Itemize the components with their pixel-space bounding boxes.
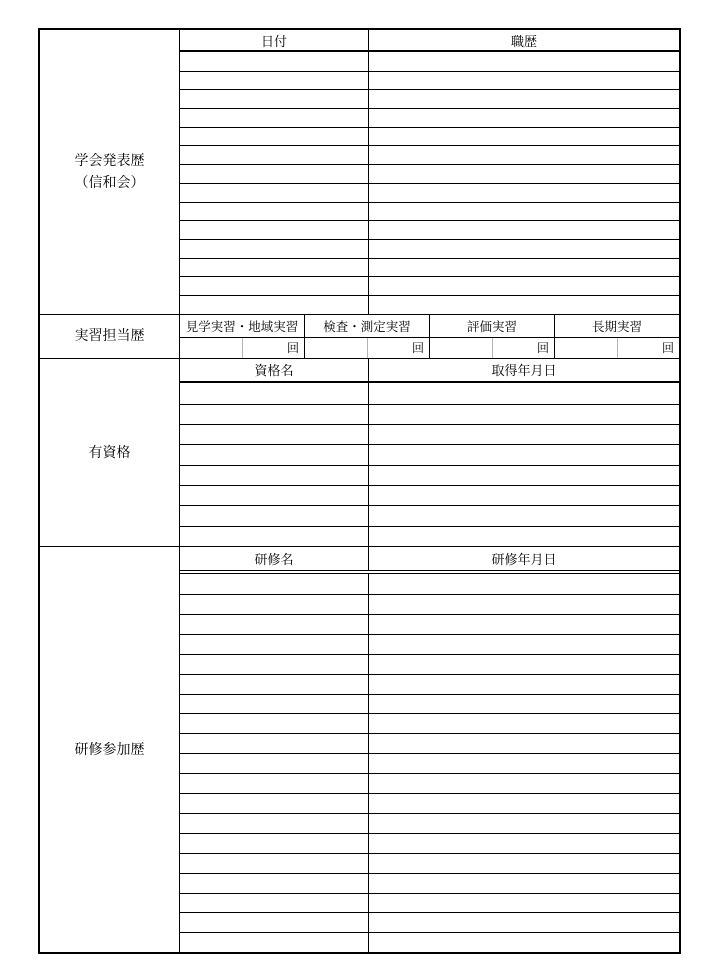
empty-cell [180, 734, 369, 753]
empty-cell [369, 615, 679, 634]
empty-row [180, 145, 679, 164]
empty-cell [180, 675, 369, 694]
empty-cell [369, 445, 679, 464]
empty-cell [180, 146, 369, 164]
empty-row [180, 404, 679, 424]
qualifications-header-row [180, 359, 679, 384]
empty-row [180, 753, 679, 773]
date-column-header: 日付 [180, 30, 369, 50]
conference-label-line1: 学会発表歴 [74, 152, 145, 169]
counter-cell-divider [617, 338, 618, 358]
qualifications-section-label [40, 359, 180, 547]
qualification-name-column-header: 資格名 [180, 359, 369, 382]
empty-row [180, 813, 679, 833]
empty-row [180, 295, 679, 314]
empty-cell [180, 184, 369, 202]
empty-cell [180, 894, 369, 913]
empty-cell [180, 754, 369, 773]
empty-cell [180, 695, 369, 714]
training-participation-header-row [180, 547, 679, 574]
empty-cell [180, 405, 369, 424]
empty-cell [180, 794, 369, 813]
empty-row [180, 276, 679, 295]
empty-row [180, 127, 679, 146]
empty-cell [369, 72, 679, 90]
empty-cell [180, 425, 369, 444]
evaluation-training-header: 評価実習 [429, 315, 554, 337]
empty-cell [180, 635, 369, 654]
empty-cell [369, 52, 679, 71]
empty-cell [369, 203, 679, 221]
empty-cell [180, 90, 369, 108]
empty-cell [180, 52, 369, 71]
empty-cell [180, 203, 369, 221]
training-supervision-section-label [40, 315, 180, 358]
empty-cell [369, 635, 679, 654]
qualifications-label: 有資格 [88, 443, 131, 460]
empty-row [180, 183, 679, 202]
counter-cell-divider [492, 338, 493, 358]
empty-cell [369, 425, 679, 444]
empty-row [180, 258, 679, 277]
empty-cell [369, 734, 679, 753]
empty-cell [180, 933, 369, 952]
counter-cell-divider [367, 338, 368, 358]
empty-cell [369, 221, 679, 239]
empty-cell [180, 854, 369, 873]
empty-cell [369, 655, 679, 674]
empty-row [180, 674, 679, 694]
observation-counter-cell [180, 338, 304, 358]
empty-cell [369, 109, 679, 127]
empty-row [180, 444, 679, 464]
empty-cell [369, 165, 679, 183]
training-supervision-counter-row [180, 338, 679, 358]
empty-row [180, 239, 679, 258]
empty-cell [369, 854, 679, 873]
empty-row [180, 793, 679, 813]
empty-cell [180, 506, 369, 525]
empty-cell [369, 506, 679, 525]
empty-cell [180, 259, 369, 277]
empty-row [180, 424, 679, 444]
conference-table [180, 30, 679, 314]
empty-cell [180, 486, 369, 505]
empty-cell [369, 466, 679, 485]
empty-cell [180, 714, 369, 733]
empty-cell [369, 383, 679, 403]
empty-row [180, 873, 679, 893]
empty-row [180, 108, 679, 127]
section-qualifications [40, 358, 679, 547]
empty-cell [180, 615, 369, 634]
empty-cell [180, 814, 369, 833]
empty-cell [180, 240, 369, 258]
empty-row [180, 383, 679, 403]
empty-row [180, 594, 679, 614]
training-supervision-table [180, 315, 679, 358]
observation-regional-training-header: 見学実習・地域実習 [185, 319, 299, 334]
empty-cell [180, 595, 369, 614]
empty-row [180, 912, 679, 932]
empty-cell [180, 834, 369, 853]
empty-cell [369, 527, 679, 546]
long-term-counter-cell [554, 338, 679, 358]
training-participation-empty-rows [180, 574, 679, 952]
empty-cell [180, 874, 369, 893]
empty-cell [180, 774, 369, 793]
section-training-participation [40, 546, 679, 952]
long-term-training-header: 長期実習 [554, 315, 679, 337]
empty-row [180, 932, 679, 952]
empty-row [180, 465, 679, 485]
empty-cell [369, 933, 679, 952]
empty-cell [369, 894, 679, 913]
empty-cell [369, 296, 679, 314]
empty-row [180, 526, 679, 546]
empty-row [180, 485, 679, 505]
empty-cell [369, 874, 679, 893]
conference-section-label [40, 30, 180, 314]
empty-row [180, 574, 679, 594]
times-unit-label: 回 [661, 341, 674, 356]
empty-cell [369, 405, 679, 424]
examination-measurement-training-header: 検査・測定実習 [304, 315, 429, 337]
times-unit-label: 回 [286, 341, 299, 356]
empty-row [180, 634, 679, 654]
empty-cell [180, 221, 369, 239]
empty-cell [180, 72, 369, 90]
empty-cell [369, 834, 679, 853]
career-history-form [38, 28, 681, 954]
work-history-column-header: 職歴 [510, 33, 537, 49]
empty-row [180, 654, 679, 674]
training-participation-table [180, 547, 679, 952]
qualifications-table [180, 359, 679, 547]
empty-row [180, 505, 679, 525]
training-supervision-header-row [180, 315, 679, 338]
empty-row [180, 733, 679, 753]
empty-cell [180, 128, 369, 146]
empty-cell [369, 486, 679, 505]
times-unit-label: 回 [536, 341, 549, 356]
acquisition-date-column-header: 取得年月日 [491, 363, 557, 379]
evaluation-counter-cell [429, 338, 554, 358]
times-unit-label: 回 [411, 341, 424, 356]
empty-cell [369, 146, 679, 164]
empty-cell [180, 527, 369, 546]
training-participation-label: 研修参加歴 [74, 740, 145, 757]
empty-row [180, 52, 679, 71]
empty-row [180, 220, 679, 239]
empty-cell [369, 128, 679, 146]
empty-cell [369, 913, 679, 932]
empty-row [180, 773, 679, 793]
empty-row [180, 853, 679, 873]
empty-cell [180, 574, 369, 594]
empty-cell [369, 714, 679, 733]
empty-cell [369, 774, 679, 793]
empty-cell [180, 913, 369, 932]
empty-row [180, 694, 679, 714]
empty-cell [369, 754, 679, 773]
empty-cell [369, 695, 679, 714]
training-supervision-label: 実習担当歴 [74, 327, 145, 344]
empty-row [180, 833, 679, 853]
empty-cell [369, 90, 679, 108]
empty-cell [180, 655, 369, 674]
empty-row [180, 202, 679, 221]
empty-cell [369, 675, 679, 694]
empty-cell [180, 383, 369, 403]
empty-cell [369, 794, 679, 813]
empty-cell [180, 466, 369, 485]
empty-row [180, 89, 679, 108]
qualifications-empty-rows [180, 383, 679, 546]
empty-row [180, 614, 679, 634]
empty-row [180, 713, 679, 733]
conference-empty-rows [180, 52, 679, 314]
examination-counter-cell [304, 338, 429, 358]
empty-cell [180, 109, 369, 127]
training-date-column-header: 研修年月日 [491, 552, 557, 568]
empty-row [180, 164, 679, 183]
empty-cell [369, 595, 679, 614]
empty-cell [180, 277, 369, 295]
empty-cell [180, 296, 369, 314]
empty-cell [180, 445, 369, 464]
section-training-supervision [40, 314, 679, 358]
empty-cell [369, 259, 679, 277]
empty-cell [369, 184, 679, 202]
empty-row [180, 71, 679, 90]
empty-cell [369, 277, 679, 295]
empty-row [180, 893, 679, 913]
empty-cell [180, 165, 369, 183]
counter-cell-divider [242, 338, 243, 358]
empty-cell [369, 814, 679, 833]
section-conference-history [40, 30, 679, 314]
conference-header-row [180, 30, 679, 52]
conference-label-line2: （信和会） [74, 173, 145, 190]
training-participation-section-label [40, 547, 180, 952]
empty-cell [369, 574, 679, 594]
training-name-column-header: 研修名 [180, 547, 369, 570]
empty-cell [369, 240, 679, 258]
